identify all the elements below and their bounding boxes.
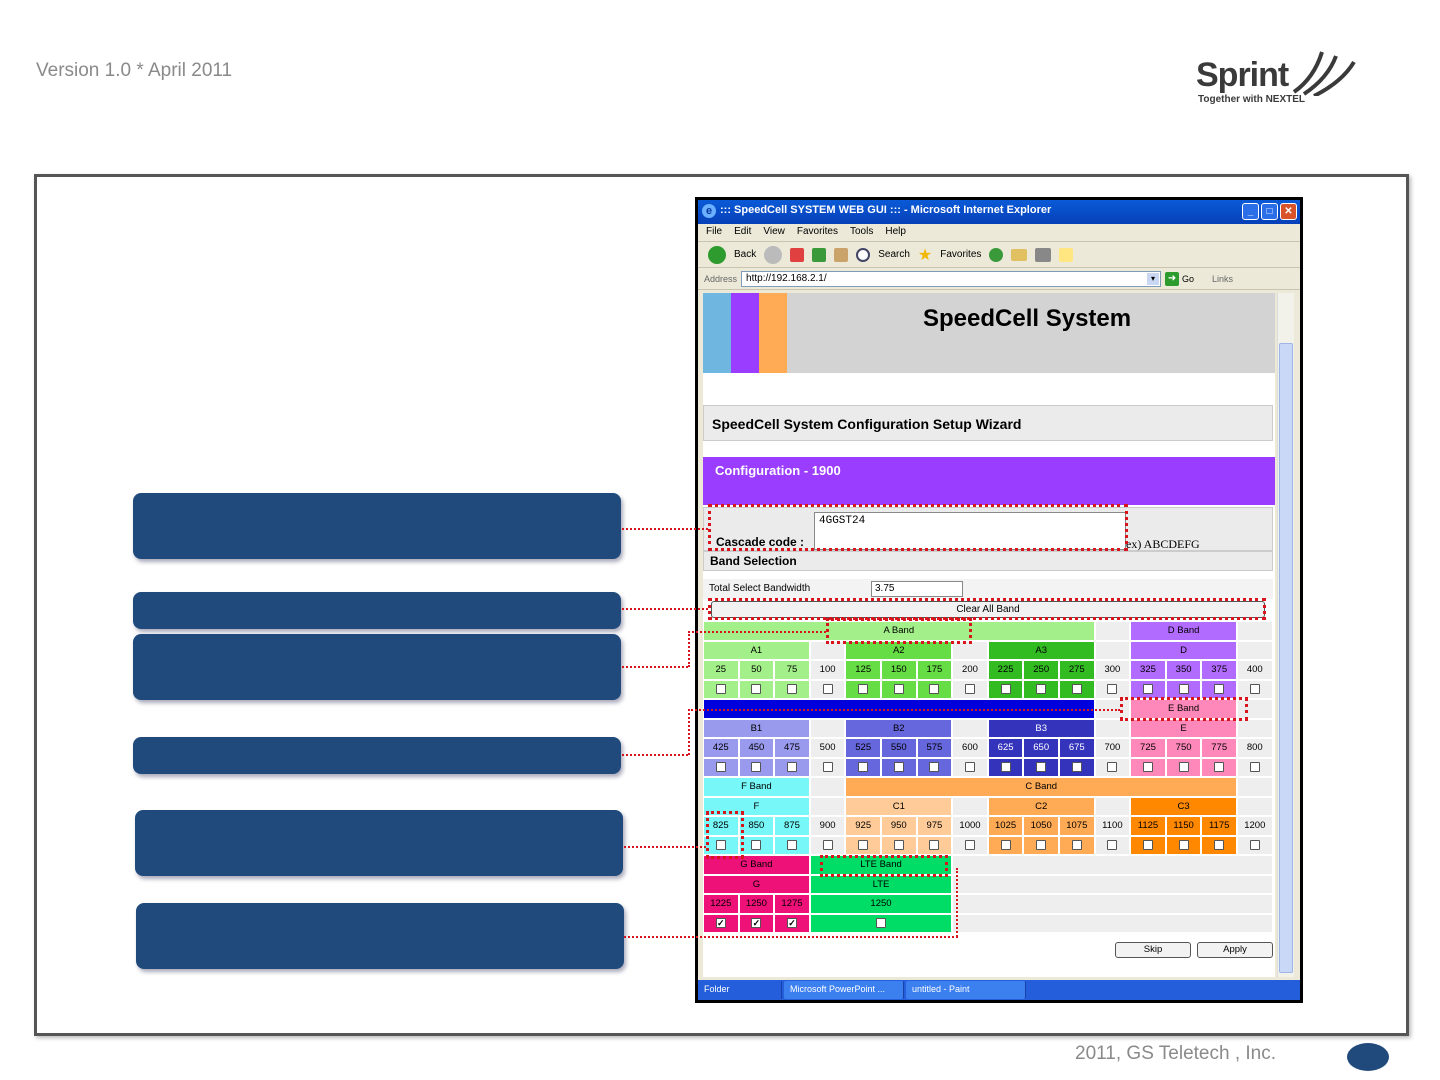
checkbox-975-cell (917, 836, 953, 856)
taskbar-powerpoint[interactable]: Microsoft PowerPoint ... (784, 981, 904, 999)
sub-gap (1095, 719, 1131, 739)
checkbox-450-cell (739, 758, 775, 778)
band-header-e[interactable]: E Band (1130, 699, 1237, 719)
menu-view[interactable]: View (763, 226, 785, 237)
callout-lte (136, 903, 624, 969)
freq-100: 100 (810, 660, 846, 680)
checkbox-1250-cell (739, 914, 775, 934)
checkbox-1025-cell (988, 836, 1024, 856)
checkbox-1225-cell (703, 914, 739, 934)
checkbox-1200-cell (1237, 836, 1273, 856)
checkbox-1275-cell (774, 914, 810, 934)
checkbox-200[interactable] (965, 684, 975, 694)
clear-all-band-button[interactable]: Clear All Band (711, 601, 1265, 618)
highlight-a-band (826, 618, 972, 644)
cascade-label: Cascade code : (716, 535, 805, 549)
stop-icon[interactable] (790, 248, 804, 262)
checkbox-1150[interactable] (1179, 840, 1189, 850)
checkbox-875[interactable] (787, 840, 797, 850)
leader-lte-v (956, 868, 958, 937)
page-number-badge (1347, 1043, 1389, 1071)
checkbox-475[interactable] (787, 762, 797, 772)
leader-clear-all (622, 608, 708, 610)
checkbox-1225[interactable] (716, 918, 726, 928)
checkbox-600-cell (952, 758, 988, 778)
mail-icon[interactable] (1011, 249, 1027, 261)
logo-brand: Sprint (1196, 56, 1289, 94)
sub-band-c1[interactable]: C1 (845, 797, 952, 817)
callout-sub-band (133, 737, 621, 774)
freq-1225: 1225 (703, 894, 739, 914)
leader-sub-band-h (688, 709, 1120, 711)
checkbox-lte-1250[interactable] (876, 918, 886, 928)
sub-band-b1[interactable]: B1 (703, 719, 810, 739)
sub-band-a2[interactable]: A2 (845, 641, 952, 661)
menu-bar (698, 224, 1300, 242)
checkbox-225[interactable] (1001, 684, 1011, 694)
checkbox-50[interactable] (751, 684, 761, 694)
checkbox-lte-cell (810, 914, 952, 934)
checkbox-425[interactable] (716, 762, 726, 772)
checkbox-200-cell (952, 680, 988, 700)
checkbox-675-cell (1059, 758, 1095, 778)
sub-band-e[interactable]: E (1130, 719, 1237, 739)
highlight-clear-all (708, 598, 1266, 620)
menu-tools[interactable]: Tools (849, 226, 874, 237)
callout-frequency (135, 810, 623, 876)
band-header-d[interactable]: D Band (1130, 621, 1237, 641)
title-bar (698, 200, 1300, 224)
checkbox-525-cell (845, 758, 881, 778)
highlight-cascade (708, 504, 1128, 551)
checkbox-775[interactable] (1214, 762, 1224, 772)
address-value: http://192.168.2.1/ (746, 272, 827, 284)
checkbox-800[interactable] (1250, 762, 1260, 772)
band-gap (810, 777, 846, 797)
checkbox-325[interactable] (1143, 684, 1153, 694)
freq-500: 500 (810, 738, 846, 758)
freq-1050: 1050 (1023, 816, 1059, 836)
checkbox-25-cell (703, 680, 739, 700)
callout-band (133, 634, 621, 700)
history-icon[interactable] (989, 248, 1003, 262)
checkbox-100-cell (810, 680, 846, 700)
leader-frequency (624, 846, 706, 848)
sub-band-a3[interactable]: A3 (988, 641, 1095, 661)
go-arrow-icon: ➜ (1165, 272, 1179, 286)
band-header-g[interactable]: G Band (703, 855, 810, 875)
sub-gap (952, 719, 988, 739)
freq-575: 575 (917, 738, 953, 758)
stripe-orange (759, 293, 787, 373)
sub-gap (1237, 719, 1273, 739)
checkbox-250-cell (1023, 680, 1059, 700)
freq-50: 50 (739, 660, 775, 680)
forward-icon[interactable] (764, 246, 782, 264)
checkbox-150-cell (881, 680, 917, 700)
checkbox-950[interactable] (894, 840, 904, 850)
band-gap (952, 855, 1272, 875)
taskbar-paint[interactable]: untitled - Paint (906, 981, 1026, 999)
freq-1275: 1275 (774, 894, 810, 914)
total-bandwidth-row (703, 579, 1273, 599)
freq-725: 725 (1130, 738, 1166, 758)
freq-850: 850 (739, 816, 775, 836)
checkbox-450[interactable] (751, 762, 761, 772)
freq-375: 375 (1201, 660, 1237, 680)
window-title: ::: SpeedCell SYSTEM WEB GUI ::: - Microsoft Internet Explorer (720, 204, 1052, 216)
stripe-purple (731, 293, 759, 373)
band-selection-heading: Band Selection (703, 551, 1273, 571)
sub-band-f[interactable]: F (703, 797, 810, 817)
checkbox-1275[interactable] (787, 918, 797, 928)
checkbox-375[interactable] (1214, 684, 1224, 694)
sub-gap (1237, 641, 1273, 661)
checkbox-25[interactable] (716, 684, 726, 694)
sub-band-a1[interactable]: A1 (703, 641, 810, 661)
checkbox-500-cell (810, 758, 846, 778)
close-button[interactable]: ✕ (1280, 203, 1297, 220)
sub-band-b2[interactable]: B2 (845, 719, 952, 739)
freq-800: 800 (1237, 738, 1273, 758)
freq-200: 200 (952, 660, 988, 680)
freq-450: 450 (739, 738, 775, 758)
checkbox-425-cell (703, 758, 739, 778)
checkbox-300[interactable] (1107, 684, 1117, 694)
sub-gap (1237, 797, 1273, 817)
checkbox-1150-cell (1166, 836, 1202, 856)
freq-350: 350 (1166, 660, 1202, 680)
checkbox-250[interactable] (1036, 684, 1046, 694)
freq-825: 825 (703, 816, 739, 836)
go-label: Go (1182, 273, 1195, 284)
sub-band-c2[interactable]: C2 (988, 797, 1095, 817)
checkbox-900[interactable] (823, 840, 833, 850)
checkbox-175-cell (917, 680, 953, 700)
cascade-code-input[interactable]: 4GGST24 (814, 512, 1126, 550)
checkbox-275-cell (1059, 680, 1095, 700)
favorites-label[interactable]: Favorites (940, 249, 982, 260)
checkbox-400[interactable] (1250, 684, 1260, 694)
band-header-a[interactable]: A Band (703, 621, 1095, 641)
highlight-825 (706, 811, 744, 859)
freq-250: 250 (1023, 660, 1059, 680)
checkbox-650-cell (1023, 758, 1059, 778)
freq-525: 525 (845, 738, 881, 758)
freq-1000: 1000 (952, 816, 988, 836)
checkbox-1125[interactable] (1143, 840, 1153, 850)
freq-225: 225 (988, 660, 1024, 680)
back-label[interactable]: Back (734, 249, 757, 260)
checkbox-75[interactable] (787, 684, 797, 694)
freq-400: 400 (1237, 660, 1273, 680)
checkbox-1025[interactable] (1001, 840, 1011, 850)
sub-gap (810, 797, 846, 817)
checkbox-700-cell (1095, 758, 1131, 778)
toolbar (698, 242, 1300, 268)
checkbox-1000-cell (952, 836, 988, 856)
callout-clear-all (133, 592, 621, 629)
freq-175: 175 (917, 660, 953, 680)
freq-750: 750 (1166, 738, 1202, 758)
sprint-logo (1196, 48, 1366, 108)
total-bandwidth-label: Total Select Bandwidth (709, 583, 811, 594)
freq-300: 300 (1095, 660, 1131, 680)
freq-25: 25 (703, 660, 739, 680)
leader-band-h (688, 631, 826, 633)
freq-900: 900 (810, 816, 846, 836)
sub-gap (810, 719, 846, 739)
links-label[interactable]: Links (1212, 273, 1234, 284)
leader-band-v (688, 631, 690, 667)
freq-1100: 1100 (1095, 816, 1131, 836)
freq-1150: 1150 (1166, 816, 1202, 836)
checkbox-725-cell (1130, 758, 1166, 778)
logo-tagline: Together with NEXTEL (1198, 94, 1306, 105)
checkbox-550[interactable] (894, 762, 904, 772)
wizard-title: SpeedCell System Configuration Setup Wizard (703, 405, 1273, 441)
sub-band-g[interactable]: G (703, 875, 810, 895)
checkbox-125[interactable] (858, 684, 868, 694)
checkbox-75-cell (774, 680, 810, 700)
band-gap (1237, 621, 1273, 641)
band-gap (1095, 621, 1131, 641)
freq-975: 975 (917, 816, 953, 836)
checkbox-350[interactable] (1179, 684, 1189, 694)
checkbox-550-cell (881, 758, 917, 778)
checkbox-700[interactable] (1107, 762, 1117, 772)
highlight-e-band (1120, 697, 1248, 721)
print-icon[interactable] (1035, 248, 1051, 262)
freq-1250: 1250 (739, 894, 775, 914)
checkbox-1125-cell (1130, 836, 1166, 856)
freq-125: 125 (845, 660, 881, 680)
checkbox-650[interactable] (1036, 762, 1046, 772)
freq-475: 475 (774, 738, 810, 758)
vertical-scrollbar[interactable] (1277, 293, 1294, 977)
stripe-blue (703, 293, 731, 373)
band-gap (952, 894, 1272, 914)
callout-cascade (133, 493, 621, 559)
freq-1175: 1175 (1201, 816, 1237, 836)
taskbar (698, 980, 1300, 1000)
leader-sub-band (622, 754, 688, 756)
checkbox-875-cell (774, 836, 810, 856)
freq-925: 925 (845, 816, 881, 836)
checkbox-1075-cell (1059, 836, 1095, 856)
checkbox-750[interactable] (1179, 762, 1189, 772)
freq-700: 700 (1095, 738, 1131, 758)
checkbox-125-cell (845, 680, 881, 700)
back-icon[interactable] (708, 246, 726, 264)
sub-band-c3[interactable]: C3 (1130, 797, 1237, 817)
leader-lte (624, 936, 958, 938)
checkbox-800-cell (1237, 758, 1273, 778)
freq-675: 675 (1059, 738, 1095, 758)
address-bar (698, 268, 1300, 290)
checkbox-100[interactable] (823, 684, 833, 694)
checkbox-475-cell (774, 758, 810, 778)
scrollbar-thumb[interactable] (1279, 343, 1293, 973)
leader-cascade (622, 528, 708, 530)
sprint-wave-icon (1292, 48, 1358, 96)
menu-edit[interactable]: Edit (734, 226, 752, 237)
cascade-example: ex) ABCDEFG (1126, 537, 1200, 551)
checkbox-1250[interactable] (751, 918, 761, 928)
band-gap (952, 875, 1272, 895)
checkbox-775-cell (1201, 758, 1237, 778)
freq-1125: 1125 (1130, 816, 1166, 836)
freq-425: 425 (703, 738, 739, 758)
checkbox-50-cell (739, 680, 775, 700)
checkbox-725[interactable] (1143, 762, 1153, 772)
taskbar-folder[interactable]: Folder (698, 981, 782, 999)
checkbox-625[interactable] (1001, 762, 1011, 772)
checkbox-175[interactable] (929, 684, 939, 694)
freq-325: 325 (1130, 660, 1166, 680)
checkbox-225-cell (988, 680, 1024, 700)
freq-775: 775 (1201, 738, 1237, 758)
maximize-button[interactable]: □ (1261, 203, 1278, 220)
checkbox-575[interactable] (929, 762, 939, 772)
leader-sub-band-v (688, 709, 690, 755)
checkbox-1175-cell (1201, 836, 1237, 856)
checkbox-525[interactable] (858, 762, 868, 772)
freq-650: 650 (1023, 738, 1059, 758)
freq-150: 150 (881, 660, 917, 680)
freq-950: 950 (881, 816, 917, 836)
total-bandwidth-input[interactable]: 3.75 (871, 581, 963, 597)
sub-band-lte[interactable]: LTE (810, 875, 952, 895)
checkbox-900-cell (810, 836, 846, 856)
minimize-button[interactable]: _ (1242, 203, 1259, 220)
sub-band-b3[interactable]: B3 (988, 719, 1095, 739)
checkbox-1000[interactable] (965, 840, 975, 850)
freq-625: 625 (988, 738, 1024, 758)
checkbox-600[interactable] (965, 762, 975, 772)
band-header-lte[interactable]: LTE Band (810, 855, 952, 875)
checkbox-925[interactable] (858, 840, 868, 850)
sub-gap (952, 797, 988, 817)
band-header-f[interactable]: F Band (703, 777, 810, 797)
checkbox-850[interactable] (751, 840, 761, 850)
search-icon[interactable] (856, 248, 870, 262)
checkbox-1050[interactable] (1036, 840, 1046, 850)
checkbox-675[interactable] (1072, 762, 1082, 772)
freq-1025: 1025 (988, 816, 1024, 836)
checkbox-625-cell (988, 758, 1024, 778)
search-label[interactable]: Search (878, 249, 910, 260)
highlight-lte-band (820, 855, 948, 877)
checkbox-500[interactable] (823, 762, 833, 772)
leader-band (622, 666, 688, 668)
folder-icon[interactable] (1059, 248, 1073, 262)
version-label: Version 1.0 * April 2011 (36, 60, 233, 81)
menu-help[interactable]: Help (885, 226, 906, 237)
footer-copyright: 2011, GS Teletech , Inc. (1075, 1043, 1277, 1064)
skip-button[interactable]: Skip (1115, 942, 1191, 958)
refresh-icon[interactable] (812, 248, 826, 262)
menu-favorites[interactable]: Favorites (796, 226, 838, 237)
checkbox-1175[interactable] (1214, 840, 1224, 850)
freq-1075: 1075 (1059, 816, 1095, 836)
checkbox-275[interactable] (1072, 684, 1082, 694)
band-gap (952, 914, 1272, 934)
checkbox-1075[interactable] (1072, 840, 1082, 850)
band-header-c[interactable]: C Band (845, 777, 1237, 797)
apply-button[interactable]: Apply (1197, 942, 1273, 958)
checkbox-950-cell (881, 836, 917, 856)
page-title: SpeedCell System (923, 305, 1132, 332)
checkbox-975[interactable] (929, 840, 939, 850)
checkbox-1200[interactable] (1250, 840, 1260, 850)
band-gap (1237, 777, 1273, 797)
home-icon[interactable] (834, 248, 848, 262)
checkbox-1100[interactable] (1107, 840, 1117, 850)
freq-lte-1250: 1250 (810, 894, 952, 914)
freq-600: 600 (952, 738, 988, 758)
config-title: Configuration - 1900 (703, 457, 1275, 505)
address-dropdown-icon[interactable]: ▾ (1147, 273, 1159, 285)
ie-icon: e (702, 204, 716, 218)
freq-75: 75 (774, 660, 810, 680)
address-label: Address (704, 273, 738, 284)
checkbox-925-cell (845, 836, 881, 856)
checkbox-150[interactable] (894, 684, 904, 694)
freq-875: 875 (774, 816, 810, 836)
checkbox-1050-cell (1023, 836, 1059, 856)
freq-275: 275 (1059, 660, 1095, 680)
sub-band-d[interactable]: D (1130, 641, 1237, 661)
freq-1200: 1200 (1237, 816, 1273, 836)
checkbox-575-cell (917, 758, 953, 778)
checkbox-1100-cell (1095, 836, 1131, 856)
web-content (703, 293, 1275, 977)
address-input[interactable] (741, 271, 1161, 287)
favorites-icon[interactable]: ★ (917, 246, 933, 264)
checkbox-750-cell (1166, 758, 1202, 778)
freq-550: 550 (881, 738, 917, 758)
go-button[interactable] (1165, 272, 1194, 286)
sub-gap (1095, 797, 1131, 817)
menu-file[interactable]: File (706, 226, 723, 237)
sub-gap (1095, 641, 1131, 661)
